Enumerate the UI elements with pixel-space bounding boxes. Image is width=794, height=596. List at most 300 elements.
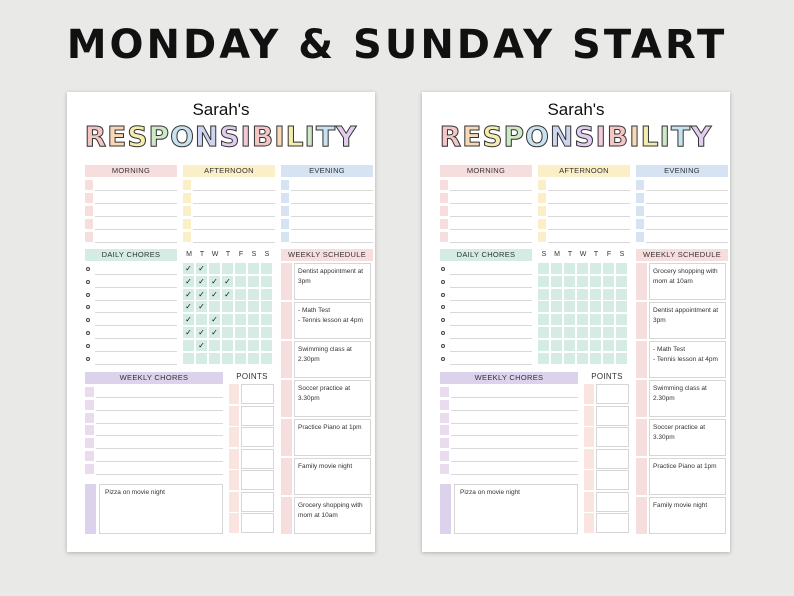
routine-item — [85, 192, 177, 204]
chore-check-cell[interactable] — [564, 353, 575, 364]
daily-chore-item — [440, 289, 532, 301]
chore-check-cell[interactable] — [209, 301, 220, 312]
chore-check-cell[interactable] — [235, 353, 246, 364]
schedule-day-tag — [281, 341, 292, 378]
chore-checkbox[interactable] — [441, 293, 445, 297]
chore-check-cell[interactable] — [577, 289, 588, 300]
title-letter: I — [274, 120, 286, 153]
item-underline — [646, 216, 728, 217]
schedule-entry[interactable]: Soccer practice at 3.30pm — [294, 380, 371, 417]
chore-check-cell[interactable] — [261, 353, 272, 364]
title-letter: I — [659, 120, 671, 153]
chore-check-cell[interactable] — [261, 340, 272, 351]
weekly-chore-item — [440, 463, 578, 475]
chore-checkbox[interactable] — [441, 318, 445, 322]
title-letter: Y — [336, 120, 358, 153]
item-color-tag — [85, 180, 93, 190]
item-underline — [95, 203, 177, 204]
chore-check-cell[interactable]: ✓ — [196, 327, 207, 338]
section-header-points: POINTS — [236, 372, 268, 381]
item-color-tag — [281, 206, 289, 216]
chore-check-cell[interactable] — [590, 353, 601, 364]
chore-check-cell[interactable] — [183, 353, 194, 364]
item-color-tag — [183, 232, 191, 242]
title-letter: T — [315, 120, 337, 153]
routine-item — [440, 205, 532, 217]
item-underline — [451, 474, 578, 475]
item-color-tag — [281, 232, 289, 242]
planner-sheet-sunday-start — [422, 92, 730, 552]
item-color-tag — [85, 232, 93, 242]
chore-check-cell[interactable] — [603, 314, 614, 325]
item-color-tag — [538, 232, 546, 242]
routine-item — [440, 231, 532, 243]
chore-check-cell[interactable] — [590, 276, 601, 287]
chore-check-cell[interactable] — [603, 353, 614, 364]
day-column-header: F — [238, 251, 244, 258]
points-day-row — [229, 513, 274, 533]
chore-check-cell[interactable] — [577, 340, 588, 351]
routine-item — [440, 179, 532, 191]
chore-checkbox[interactable] — [86, 293, 90, 297]
chore-checkbox[interactable] — [86, 344, 90, 348]
weekly-chore-item — [85, 463, 223, 475]
schedule-entry[interactable]: Swimming class at 2.30pm — [294, 341, 371, 378]
item-color-tag — [538, 180, 546, 190]
weekly-chore-item — [440, 424, 578, 436]
item-color-tag — [281, 193, 289, 203]
chore-check-cell[interactable] — [590, 314, 601, 325]
chore-check-cell[interactable] — [577, 263, 588, 274]
day-column-header: M — [186, 251, 192, 258]
chore-check-cell[interactable] — [603, 301, 614, 312]
item-color-tag — [636, 180, 644, 190]
points-day-label — [229, 406, 239, 426]
chore-check-cell[interactable] — [616, 353, 627, 364]
chore-check-cell[interactable] — [551, 327, 562, 338]
item-color-tag — [636, 206, 644, 216]
schedule-day-tag — [281, 263, 292, 300]
schedule-entry[interactable]: Practice Piano at 1pm — [649, 458, 726, 495]
chore-check-cell[interactable]: ✓ — [183, 263, 194, 274]
chore-check-cell[interactable] — [538, 301, 549, 312]
chore-check-cell[interactable]: ✓ — [209, 314, 220, 325]
item-underline — [548, 229, 630, 230]
chore-check-cell[interactable] — [590, 301, 601, 312]
routine-item — [85, 231, 177, 243]
chore-check-cell[interactable] — [538, 289, 549, 300]
points-input[interactable] — [596, 384, 629, 404]
item-color-tag — [538, 193, 546, 203]
day-column-header: W — [211, 251, 219, 258]
section-header-daily-chores: DAILY CHORES — [85, 249, 177, 261]
chore-check-cell[interactable] — [577, 353, 588, 364]
schedule-day-row — [281, 497, 371, 534]
chore-check-cell[interactable] — [235, 340, 246, 351]
schedule-entry[interactable]: Swimming class at 2.30pm — [649, 380, 726, 417]
schedule-day-row — [281, 380, 371, 417]
points-input[interactable] — [596, 449, 629, 469]
item-underline — [95, 229, 177, 230]
item-color-tag — [538, 206, 546, 216]
title-letter: S — [219, 120, 241, 153]
item-underline — [193, 229, 275, 230]
chore-check-cell[interactable]: ✓ — [196, 263, 207, 274]
notes-label-tag — [85, 484, 96, 534]
title-letter: O — [525, 120, 550, 153]
chore-check-cell[interactable] — [235, 289, 246, 300]
schedule-entry[interactable]: Soccer practice at 3.30pm — [649, 419, 726, 456]
schedule-entry[interactable]: Dentist appointment at 3pm — [294, 263, 371, 300]
routine-item — [183, 192, 275, 204]
points-day-row — [229, 449, 274, 469]
chore-check-cell[interactable] — [577, 314, 588, 325]
daily-chore-item — [85, 289, 177, 301]
day-column-header: S — [619, 251, 625, 258]
chore-check-cell[interactable] — [551, 276, 562, 287]
points-input[interactable] — [241, 449, 274, 469]
item-underline — [450, 190, 532, 191]
points-day-row — [229, 406, 274, 426]
chore-check-cell[interactable] — [248, 289, 259, 300]
points-input[interactable] — [241, 427, 274, 447]
chore-check-cell[interactable] — [538, 340, 549, 351]
points-input[interactable] — [596, 406, 629, 426]
day-column-header: T — [199, 251, 205, 258]
routine-item — [538, 218, 630, 230]
day-column-header: T — [225, 251, 231, 258]
chore-check-cell[interactable] — [248, 353, 259, 364]
chore-check-cell[interactable] — [538, 353, 549, 364]
chore-check-cell[interactable] — [261, 301, 272, 312]
chore-check-cell[interactable] — [551, 314, 562, 325]
routine-item — [281, 218, 373, 230]
weekly-chore-item — [85, 437, 223, 449]
points-input[interactable] — [596, 513, 629, 533]
chore-check-cell[interactable]: ✓ — [183, 327, 194, 338]
chore-check-cell[interactable] — [248, 340, 259, 351]
item-underline — [450, 242, 532, 243]
schedule-day-tag — [636, 458, 647, 495]
chore-check-cell[interactable] — [564, 314, 575, 325]
weekly-chore-day — [440, 425, 449, 435]
weekly-chore-item — [85, 424, 223, 436]
item-underline — [95, 364, 177, 365]
chore-check-cell[interactable] — [603, 276, 614, 287]
chore-check-cell[interactable] — [222, 314, 233, 325]
chore-check-cell[interactable] — [261, 314, 272, 325]
chore-checkbox[interactable] — [441, 331, 445, 335]
chore-check-cell[interactable] — [564, 263, 575, 274]
points-day-row — [584, 449, 629, 469]
weekly-chore-item — [440, 450, 578, 462]
chore-check-cell[interactable] — [603, 289, 614, 300]
chore-check-cell[interactable]: ✓ — [209, 327, 220, 338]
schedule-day-row — [281, 341, 371, 378]
chore-check-cell[interactable] — [209, 263, 220, 274]
chore-check-cell[interactable] — [590, 327, 601, 338]
weekly-chore-item — [440, 399, 578, 411]
weekly-chore-day — [440, 387, 449, 397]
title-letter: N — [194, 120, 220, 153]
item-underline — [291, 216, 373, 217]
points-input[interactable] — [241, 470, 274, 490]
points-input[interactable] — [596, 427, 629, 447]
item-color-tag — [538, 219, 546, 229]
chore-check-cell[interactable] — [616, 327, 627, 338]
section-header-weekly-chores: WEEKLY CHORES — [440, 372, 578, 384]
item-underline — [193, 242, 275, 243]
item-underline — [193, 190, 275, 191]
chore-check-cell[interactable]: ✓ — [196, 289, 207, 300]
weekly-chore-item — [440, 412, 578, 424]
routine-item — [538, 179, 630, 191]
chore-check-cell[interactable] — [235, 314, 246, 325]
chore-check-cell[interactable] — [209, 340, 220, 351]
schedule-day-tag — [281, 419, 292, 456]
item-underline — [96, 474, 223, 475]
planner-title — [67, 120, 375, 153]
points-day-label — [584, 513, 594, 533]
points-input[interactable] — [241, 513, 274, 533]
daily-chore-item — [440, 263, 532, 275]
chore-check-cell[interactable]: ✓ — [196, 340, 207, 351]
chore-check-cell[interactable]: ✓ — [222, 289, 233, 300]
chore-check-cell[interactable]: ✓ — [209, 289, 220, 300]
section-header-points: POINTS — [591, 372, 623, 381]
chore-check-cell[interactable] — [538, 314, 549, 325]
chore-checkbox[interactable] — [86, 267, 90, 271]
points-input[interactable] — [596, 470, 629, 490]
chore-checkbox[interactable] — [441, 357, 445, 361]
chore-check-cell[interactable] — [616, 276, 627, 287]
chore-check-cell[interactable] — [222, 301, 233, 312]
chore-checkbox[interactable] — [441, 305, 445, 309]
points-day-label — [229, 384, 239, 404]
chore-check-cell[interactable]: ✓ — [209, 276, 220, 287]
title-letter: N — [549, 120, 575, 153]
routine-item — [183, 231, 275, 243]
chore-check-cell[interactable] — [564, 276, 575, 287]
schedule-day-row — [636, 497, 726, 534]
chore-checkbox[interactable] — [86, 331, 90, 335]
chore-check-cell[interactable] — [616, 314, 627, 325]
schedule-day-tag — [281, 380, 292, 417]
chore-check-cell[interactable] — [551, 301, 562, 312]
chore-check-cell[interactable] — [235, 327, 246, 338]
chore-check-cell[interactable] — [577, 301, 588, 312]
chore-check-cell[interactable] — [577, 276, 588, 287]
chore-check-cell[interactable] — [603, 340, 614, 351]
daily-chore-item — [85, 353, 177, 365]
routine-item — [636, 192, 728, 204]
chore-check-cell[interactable] — [551, 289, 562, 300]
title-letter: S — [574, 120, 596, 153]
chore-check-cell[interactable] — [616, 301, 627, 312]
item-color-tag — [440, 206, 448, 216]
chore-check-cell[interactable]: ✓ — [222, 276, 233, 287]
points-input[interactable] — [596, 492, 629, 512]
chore-check-cell[interactable] — [564, 301, 575, 312]
daily-chore-item — [440, 301, 532, 313]
item-color-tag — [440, 232, 448, 242]
title-letter: I — [240, 120, 252, 153]
points-input[interactable] — [241, 406, 274, 426]
chore-check-cell[interactable] — [196, 353, 207, 364]
item-underline — [291, 203, 373, 204]
chore-check-cell[interactable]: ✓ — [196, 276, 207, 287]
chore-check-cell[interactable] — [261, 263, 272, 274]
schedule-entry[interactable]: - Math Test - Tennis lesson at 4pm — [294, 302, 371, 339]
item-color-tag — [85, 193, 93, 203]
schedule-day-row — [281, 302, 371, 339]
notes-field[interactable]: Pizza on movie night — [454, 484, 578, 534]
chore-check-cell[interactable]: ✓ — [183, 276, 194, 287]
points-input[interactable] — [241, 384, 274, 404]
chore-check-cell[interactable] — [248, 263, 259, 274]
points-day-row — [229, 492, 274, 512]
chore-check-cell[interactable] — [538, 276, 549, 287]
schedule-day-row — [281, 263, 371, 300]
item-underline — [193, 216, 275, 217]
chore-check-cell[interactable] — [248, 276, 259, 287]
weekly-chore-item — [85, 399, 223, 411]
points-input[interactable] — [241, 492, 274, 512]
chore-check-cell[interactable] — [538, 263, 549, 274]
schedule-day-row — [281, 419, 371, 456]
chore-check-cell[interactable]: ✓ — [183, 301, 194, 312]
section-header-daily-chores: DAILY CHORES — [440, 249, 532, 261]
chore-check-cell[interactable] — [209, 353, 220, 364]
schedule-entry[interactable]: - Math Test - Tennis lesson at 4pm — [649, 341, 726, 378]
chore-check-cell[interactable] — [222, 327, 233, 338]
chore-check-cell[interactable] — [222, 353, 233, 364]
item-underline — [291, 229, 373, 230]
points-day-label — [229, 470, 239, 490]
schedule-entry[interactable]: Family movie night — [649, 497, 726, 534]
chore-check-cell[interactable] — [222, 263, 233, 274]
day-column-header: W — [579, 251, 587, 258]
chore-checkbox[interactable] — [441, 267, 445, 271]
item-underline — [548, 242, 630, 243]
schedule-entry[interactable]: Dentist appointment at 3pm — [649, 302, 726, 339]
schedule-entry[interactable]: Grocery shopping with mom at 10am — [294, 497, 371, 534]
section-header-afternoon: AFTERNOON — [538, 165, 630, 177]
chore-check-cell[interactable] — [222, 340, 233, 351]
chore-check-cell[interactable]: ✓ — [196, 301, 207, 312]
chore-checkbox[interactable] — [86, 280, 90, 284]
notes-field[interactable]: Pizza on movie night — [99, 484, 223, 534]
title-letter: S — [482, 120, 504, 153]
chore-check-cell[interactable] — [564, 340, 575, 351]
title-letter: S — [127, 120, 149, 153]
chore-check-cell[interactable] — [248, 301, 259, 312]
routine-item — [183, 179, 275, 191]
chore-check-cell[interactable] — [235, 301, 246, 312]
item-color-tag — [636, 232, 644, 242]
daily-chore-item — [440, 340, 532, 352]
chore-checkbox[interactable] — [86, 305, 90, 309]
day-column-header: T — [567, 251, 573, 258]
chore-check-cell[interactable] — [235, 263, 246, 274]
routine-item — [636, 205, 728, 217]
chore-check-cell[interactable] — [551, 340, 562, 351]
title-letter: E — [462, 120, 483, 153]
schedule-entry[interactable]: Grocery shopping with mom at 10am — [649, 263, 726, 300]
schedule-day-row — [636, 380, 726, 417]
item-underline — [193, 203, 275, 204]
daily-chore-item — [85, 314, 177, 326]
chore-check-cell[interactable] — [261, 289, 272, 300]
title-letter: E — [107, 120, 128, 153]
chore-check-cell[interactable] — [235, 276, 246, 287]
chore-check-cell[interactable] — [564, 289, 575, 300]
daily-chore-item — [85, 340, 177, 352]
chore-checkbox[interactable] — [441, 344, 445, 348]
chore-check-cell[interactable] — [551, 353, 562, 364]
chore-check-cell[interactable] — [248, 327, 259, 338]
title-letter: B — [251, 120, 275, 153]
item-underline — [450, 203, 532, 204]
points-day-label — [229, 449, 239, 469]
chore-check-cell[interactable] — [577, 327, 588, 338]
points-day-label — [584, 384, 594, 404]
chore-check-cell[interactable] — [248, 314, 259, 325]
chore-check-cell[interactable]: ✓ — [183, 289, 194, 300]
chore-check-cell[interactable]: ✓ — [183, 314, 194, 325]
chore-check-cell[interactable] — [183, 340, 194, 351]
chore-checkbox[interactable] — [86, 357, 90, 361]
chore-check-cell[interactable] — [196, 314, 207, 325]
weekly-chore-day — [85, 438, 94, 448]
schedule-entry[interactable]: Family movie night — [294, 458, 371, 495]
schedule-day-tag — [281, 497, 292, 534]
chore-check-cell[interactable] — [564, 327, 575, 338]
weekly-chore-item — [440, 386, 578, 398]
item-color-tag — [636, 193, 644, 203]
chore-check-cell[interactable] — [616, 263, 627, 274]
chore-check-cell[interactable] — [616, 340, 627, 351]
points-day-row — [584, 470, 629, 490]
schedule-entry[interactable]: Practice Piano at 1pm — [294, 419, 371, 456]
chore-check-cell[interactable] — [590, 340, 601, 351]
points-day-label — [584, 449, 594, 469]
chore-check-cell[interactable] — [538, 327, 549, 338]
chore-check-cell[interactable] — [590, 263, 601, 274]
chore-checkbox[interactable] — [86, 318, 90, 322]
chore-check-cell[interactable] — [603, 327, 614, 338]
chore-check-cell[interactable] — [590, 289, 601, 300]
section-header-morning: MORNING — [85, 165, 177, 177]
daily-chore-item — [85, 276, 177, 288]
points-day-label — [584, 492, 594, 512]
routine-item — [85, 218, 177, 230]
chore-check-cell[interactable] — [261, 327, 272, 338]
chore-check-cell[interactable] — [261, 276, 272, 287]
weekly-chore-day — [85, 387, 94, 397]
item-color-tag — [440, 180, 448, 190]
weekly-chore-day — [85, 413, 94, 423]
chore-check-cell[interactable] — [551, 263, 562, 274]
planner-sheet-monday-start — [67, 92, 375, 552]
section-header-weekly-schedule: WEEKLY SCHEDULE — [636, 249, 728, 261]
weekly-chore-day — [440, 438, 449, 448]
day-column-header: S — [541, 251, 547, 258]
chore-check-cell[interactable] — [603, 263, 614, 274]
weekly-chore-item — [85, 450, 223, 462]
chore-check-cell[interactable] — [616, 289, 627, 300]
chore-checkbox[interactable] — [441, 280, 445, 284]
